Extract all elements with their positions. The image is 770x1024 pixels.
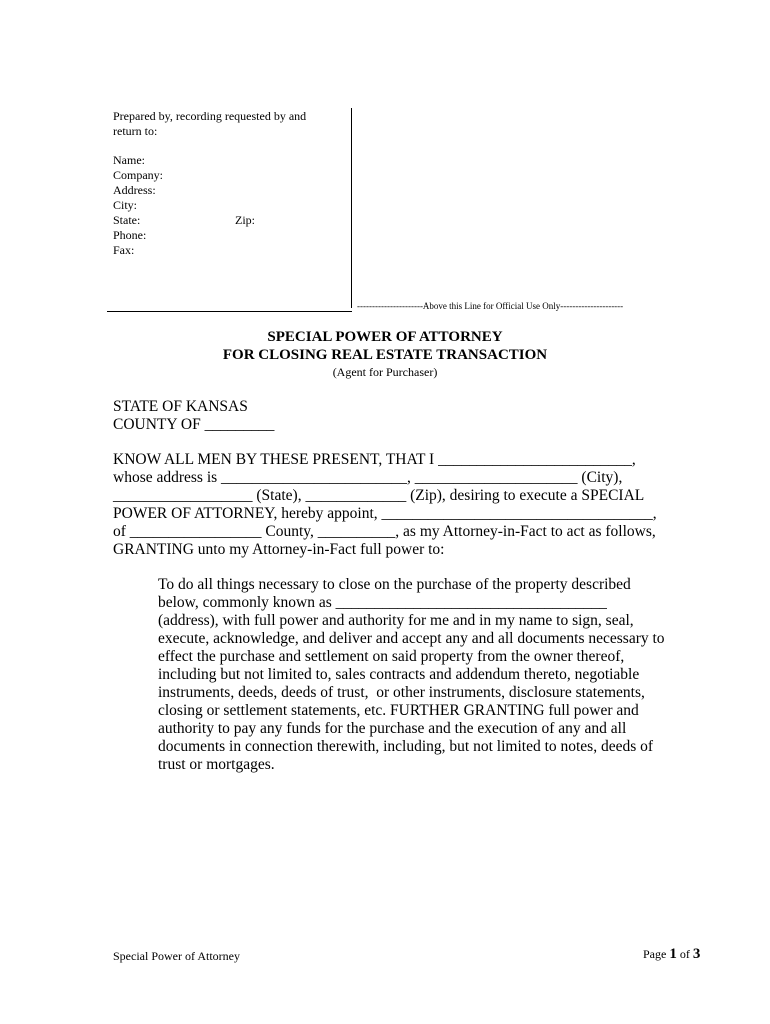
powers-line: To do all things necessary to close on the purchase of the property described [158, 576, 631, 593]
company-label: Company: [113, 168, 163, 182]
recording-block-right-border [351, 108, 352, 308]
prepared-by-line1: Prepared by, recording requested by and [113, 109, 307, 123]
phone-label: Phone: [113, 228, 147, 242]
powers-line: including but not limited to, sales contracts and addendum thereto, negotiable [158, 666, 640, 683]
body-line: GRANTING unto my Attorney-in-Fact full power to: [113, 541, 445, 558]
powers-line: instruments, deeds, deeds of trust, or other instruments, disclosure statements, [158, 684, 645, 701]
title-line1: SPECIAL POWER OF ATTORNEY [267, 329, 503, 345]
name-label: Name: [113, 153, 145, 167]
body-line: of _________________ County, __________, as my Attorney-in-Fact to act as follows, [113, 523, 656, 540]
prepared-by-line2: return to: [113, 124, 158, 138]
powers-line: execute, acknowledge, and deliver and accept any and all documents necessary to [158, 630, 665, 647]
body-line: __________________ (State), _____________ (Zip), desiring to execute a SPECIAL [113, 487, 645, 504]
powers-line: trust or mortgages. [158, 756, 275, 773]
page-total: 3 [692, 946, 701, 962]
official-use-line: ----------------------Above this Line for Official Use Only--------------------- [357, 301, 624, 311]
body-line: POWER OF ATTORNEY, hereby appoint, ___________________________________, [113, 505, 657, 522]
venue-county: COUNTY OF _________ [113, 416, 275, 433]
powers-line: effect the purchase and settlement on said property from the owner thereof, [158, 648, 625, 665]
zip-label: Zip: [235, 213, 255, 227]
page-number [643, 946, 700, 963]
city-label: City: [113, 198, 138, 212]
powers-line: documents in connection therewith, including, but not limited to notes, deeds of [158, 738, 654, 755]
powers-line: closing or settlement statements, etc. FURTHER GRANTING full power and [158, 702, 639, 719]
page-label: Page [643, 947, 667, 961]
recording-block-bottom-border [107, 311, 352, 312]
powers-line: below, commonly known as ___________________________________ [158, 594, 607, 611]
powers-line: (address), with full power and authority for me and in my name to sign, seal, [158, 612, 634, 629]
body-line: whose address is ________________________, _____________________ (City), [113, 469, 623, 486]
venue-state: STATE OF KANSAS [113, 398, 248, 415]
footer-title: Special Power of Attorney [113, 949, 240, 963]
title-line2: FOR CLOSING REAL ESTATE TRANSACTION [222, 347, 548, 363]
subtitle: (Agent for Purchaser) [332, 365, 438, 379]
state-label: State: [113, 213, 141, 227]
page-of: of [679, 947, 690, 961]
address-label: Address: [113, 183, 156, 197]
body-line: KNOW ALL MEN BY THESE PRESENT, THAT I _________________________, [113, 451, 636, 468]
powers-line: authority to pay any funds for the purchase and the execution of any and all [158, 720, 627, 737]
page-current: 1 [669, 946, 677, 962]
fax-label: Fax: [113, 243, 135, 257]
